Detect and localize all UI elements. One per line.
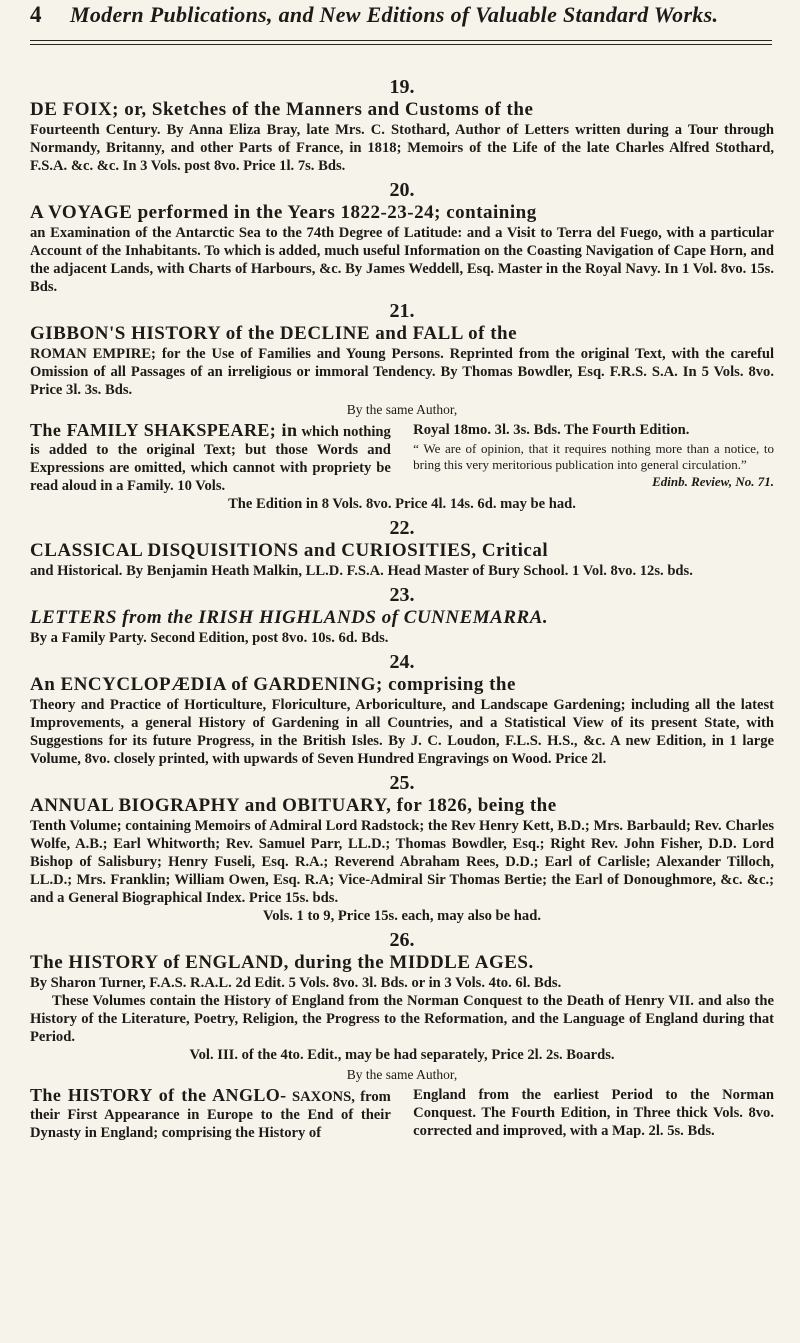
entry-number: 23. xyxy=(389,584,415,606)
entry-description: Fourteenth Century. By Anna Eliza Bray, late Mrs. C. Stothard, Author of Letters written during a Tour through Normandy, Britanny, and other Parts of France, in 1818; Memoirs of the Life of the late Charles Alfred Stothard, F.S.A. &c. &c. In 3 Vols. post 8vo. Price 1l. 7s. Bds. xyxy=(30,122,774,174)
right-column xyxy=(413,421,774,495)
entry-description: an Examination of the Antarctic Sea to the 74th Degree of Latitude: and a Visit to Terra del Fuego, with a particular Account of the Inhabitants. To which is added, much useful Information on the Coasting Navigation of Cape Horn, and the adjacent Lands, with Charts of Harbours, &c. By James Weddell, Esq. Master in the Royal Navy. In 1 Vol. 8vo. 15s. Bds. xyxy=(30,225,774,295)
column-lead-title: The FAMILY SHAKSPEARE; in xyxy=(30,420,298,440)
entry-heading: CLASSICAL DISQUISITIONS and CURIOSITIES, Critical xyxy=(30,540,549,561)
column-lead-title: The HISTORY of the ANGLO- xyxy=(30,1085,287,1105)
entry-number: 19. xyxy=(389,76,415,98)
entry-heading: The HISTORY of ENGLAND, during the MIDDLE AGES. xyxy=(30,952,534,973)
entry-number: 21. xyxy=(389,300,415,322)
entry-description: ROMAN EMPIRE; for the Use of Families and Young Persons. Reprinted from the original Text, with the careful Omission of all Passages of an irreligious or immoral Tendency. By Thomas Bowdler, Esq. F.R.S. S.A. In 5 Vols. 8vo. Price 3l. 3s. Bds. xyxy=(30,346,774,398)
entry-description: and Historical. By Benjamin Heath Malkin, LL.D. F.S.A. Head Master of Bury School. 1 Vol. 8vo. 12s. bds. xyxy=(30,563,693,579)
right-column xyxy=(413,1086,774,1142)
entry-23 xyxy=(30,584,774,647)
column-text: SAXONS, from their First Appearance in Europe to the End of their Dynasty in England; comprising the History of xyxy=(30,1089,391,1141)
entry-description: By Sharon Turner, F.A.S. R.A.L. 2d Edit. 5 Vols. 8vo. 3l. Bds. or in 3 Vols. 4to. 6l. Bds. xyxy=(30,975,562,991)
entry-20 xyxy=(30,179,774,296)
entry-26 xyxy=(30,929,774,1142)
entry-tail: Vols. 1 to 9, Price 15s. each, may also be had. xyxy=(263,908,541,924)
running-header xyxy=(30,2,775,36)
two-column-listing xyxy=(30,1086,774,1142)
entry-paragraph: These Volumes contain the History of England from the Norman Conquest to the Death of Henry VII. and also the History of the Literature, Poetry, Religion, the Progress to the Reformation, and the Language of England during that Period. xyxy=(30,993,774,1045)
entry-number: 20. xyxy=(389,179,415,201)
entry-heading: GIBBON'S HISTORY of the DECLINE and FALL of the xyxy=(30,323,518,344)
entry-number: 25. xyxy=(389,772,415,794)
entry-volume-note: Vol. III. of the 4to. Edit., may be had separately, Price 2l. 2s. Boards. xyxy=(189,1047,615,1063)
column-text: which nothing is added to the original Text; but those Words and Expressions are omitted, which cannot with propriety be read aloud in a Family. 10 Vols. xyxy=(30,424,391,494)
by-same-author: By the same Author, xyxy=(346,1067,458,1082)
entry-heading: An ENCYCLOPÆDIA of GARDENING; comprising the xyxy=(30,674,516,695)
entry-heading: ANNUAL BIOGRAPHY and OBITUARY, for 1826, being the xyxy=(30,795,557,816)
entry-number: 26. xyxy=(389,929,415,951)
column-text: Royal 18mo. 3l. 3s. Bds. The Fourth Edition. xyxy=(413,422,690,438)
entry-heading: DE FOIX; or, Sketches of the Manners and Customs of the xyxy=(30,99,534,120)
header-rule xyxy=(30,40,772,41)
entry-description: Theory and Practice of Horticulture, Floriculture, Arboriculture, and Landscape Gardening; including all the latest Improvements, a general History of Gardening in all Countries, and a Statistical View of its present State, with Suggestions for its future Progress, in the British Isles. By J. C. Loudon, F.L.S. H.S., &c. A new Edition, in 1 large Volume, 8vo. closely printed, with upwards of Seven Hundred Engravings on Wood. Price 2l. xyxy=(30,697,774,767)
entry-number: 22. xyxy=(389,517,415,539)
two-column-listing xyxy=(30,421,774,495)
entry-number: 24. xyxy=(389,651,415,673)
entry-heading: A VOYAGE performed in the Years 1822-23-24; containing xyxy=(30,202,537,223)
header-rule-thin xyxy=(30,44,772,45)
entry-21 xyxy=(30,300,774,513)
entry-description: Tenth Volume; containing Memoirs of Admiral Lord Radstock; the Rev Henry Kett, B.D.; Mrs. Barbauld; Rev. Charles Wolfe, A.B.; Earl Whitworth; Rev. Samuel Parr, LL.D.; Thomas Bowdler, Esq.; Right Rev. John Fisher, D.D. Lord Bishop of Salisbury; Henry Fuseli, Esq. R.A.; Reverend Abraham Rees, D.D.; Earl of Carlisle; Alexander Tilloch, LL.D.; Mrs. Franklin; William Owen, Esq. R.A; Vice-Admiral Sir Thomas Bertie; the Earl of Donoughmore, &c. &c.; and a General Biographical Index. Price 15s. bds. xyxy=(30,818,774,906)
left-column xyxy=(30,1086,391,1142)
column-text: England from the earliest Period to the Norman Conquest. The Fourth Edition, in Three thick Vols. 8vo. corrected and improved, with a Map. 2l. 5s. Bds. xyxy=(413,1087,774,1139)
entry-heading: LETTERS from the IRISH HIGHLANDS of CUNNEMARRA. xyxy=(30,607,549,628)
entry-19 xyxy=(30,76,774,175)
entry-description: By a Family Party. Second Edition, post 8vo. 10s. 6d. Bds. xyxy=(30,630,389,646)
entry-25 xyxy=(30,772,774,925)
entry-24 xyxy=(30,651,774,768)
catalogue-body xyxy=(30,72,774,1142)
page-title: Modern Publications, and New Editions of Valuable Standard Works. xyxy=(70,2,719,27)
left-column xyxy=(30,421,391,495)
by-same-author: By the same Author, xyxy=(346,402,458,417)
review-source: Edinb. Review, No. 71. xyxy=(652,474,774,489)
entry-tail: The Edition in 8 Vols. 8vo. Price 4l. 14s. 6d. may be had. xyxy=(228,496,576,512)
entry-22 xyxy=(30,517,774,580)
review-quote: “ We are of opinion, that it requires nothing more than a notice, to bring this very meritorious publication into general circulation.” xyxy=(413,441,774,472)
page-number: 4 xyxy=(30,2,42,27)
